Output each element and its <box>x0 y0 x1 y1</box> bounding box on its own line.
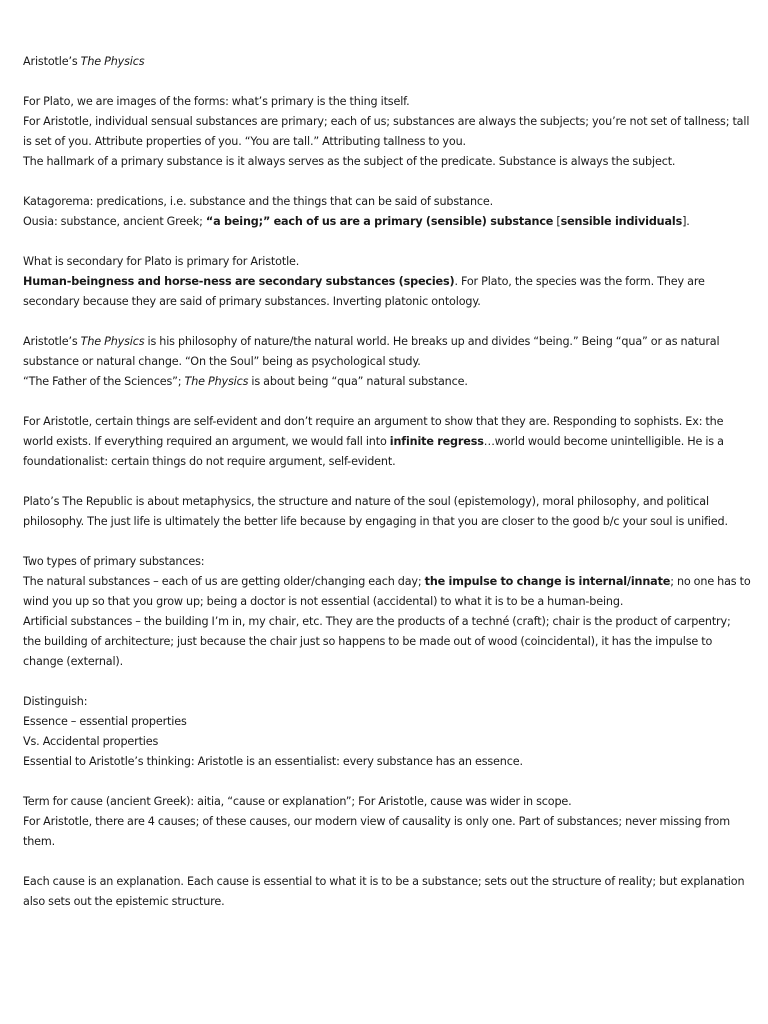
paragraph-line: Essential to Aristotle’s thinking: Aristotle is an essentialist: every substance has an essence. <box>23 755 523 768</box>
paragraph-line: Artificial substances – the building I’m in, my chair, etc. They are the products of a techné (craft); chair is the product of carpentry; the building of architecture; just because the chair just so happens to be made out of wood (coincidental), it has the impulse to change (external). <box>23 615 731 668</box>
paragraph-line <box>23 372 751 392</box>
paragraph-line: For Aristotle, individual sensual substances are primary; each of us; substances are always the subjects; you’re not set of tallness; tall is set of you. Attribute properties of you. “You are tall.” Attributing tallness to you. <box>23 115 750 148</box>
text-run: [ <box>553 215 561 228</box>
paragraph-line: Essence – essential properties <box>23 715 187 728</box>
document-body <box>23 52 751 912</box>
paragraph-line: The hallmark of a primary substance is it always serves as the subject of the predicate. Substance is always the subject. <box>23 155 676 168</box>
title-text: Aristotle’s <box>23 55 81 68</box>
text-run: is his philosophy of nature/the natural world. He breaks up and divides “being.” Being “qua” or as natural substance or natural change. “On the Soul” being as psychological study. <box>23 335 720 368</box>
text-run: “The Father of the Sciences”; <box>23 375 185 388</box>
paragraph-gap <box>23 232 751 252</box>
paragraph-line <box>23 332 751 372</box>
bold-text: “a being;” each of us are a primary (sensible) substance <box>205 215 554 228</box>
paragraph-line: For Aristotle, there are 4 causes; of these causes, our modern view of causality is only one. Part of substances; never missing from them. <box>23 815 730 848</box>
paragraph-line: Distinguish: <box>23 695 88 708</box>
paragraph-line: What is secondary for Plato is primary for Aristotle. <box>23 255 300 268</box>
paragraph-gap <box>23 532 751 552</box>
paragraph-gap <box>23 72 751 92</box>
paragraph-line <box>23 272 751 312</box>
text-run: Aristotle’s <box>23 335 81 348</box>
paragraph-gap <box>23 392 751 412</box>
text-run: ]. <box>682 215 690 228</box>
paragraph-line: Term for cause (ancient Greek): aitia, “cause or explanation”; For Aristotle, cause was wider in scope. <box>23 795 572 808</box>
bold-text: sensible individuals <box>560 215 683 228</box>
text-run: The natural substances – each of us are getting older/changing each day; <box>23 575 425 588</box>
bold-text: Human-beingness and horse-ness are secondary substances (species) <box>23 275 455 288</box>
paragraph-line <box>23 212 751 232</box>
paragraph-gap <box>23 672 751 692</box>
text-run: ; no one has to wind you up so that you grow up; being a doctor is not essential (accidental) to what it is to be a human-being. <box>23 575 751 608</box>
paragraph-gap <box>23 472 751 492</box>
paragraph-gap <box>23 772 751 792</box>
paragraph-gap <box>23 312 751 332</box>
text-run: For Aristotle, certain things are self-evident and don’t require an argument to show that they are. Responding to sophists. Ex: the world exists. If everything required an argument, we would fall into <box>23 415 724 448</box>
paragraph-line: Each cause is an explanation. Each cause is essential to what it is to be a substance; sets out the structure of reality; but explanation also sets out the epistemic structure. <box>23 875 745 908</box>
paragraph-line: Katagorema: predications, i.e. substance and the things that can be said of substance. <box>23 195 494 208</box>
paragraph-gap <box>23 172 751 192</box>
paragraph-line: Vs. Accidental properties <box>23 735 159 748</box>
paragraph-gap <box>23 852 751 872</box>
text-run: is about being “qua” natural substance. <box>248 375 468 388</box>
paragraph-line <box>23 572 751 612</box>
text-run: …world would become unintelligible. He is a foundationalist: certain things do not require argument, self-evident. <box>23 435 724 468</box>
paragraph-line: For Plato, we are images of the forms: what’s primary is the thing itself. <box>23 95 410 108</box>
paragraph-line: Plato’s The Republic is about metaphysics, the structure and nature of the soul (epistemology), moral philosophy, and political philosophy. The just life is ultimately the better life because by engaging in that you are closer to the good b/c your soul is unified. <box>23 495 728 528</box>
bold-text: the impulse to change is internal/innate <box>424 575 671 588</box>
bold-text: infinite regress <box>389 435 484 448</box>
text-run: . For Plato, the species was the form. They are secondary because they are said of primary substances. Inverting platonic ontology. <box>23 275 705 308</box>
paragraph-line: Two types of primary substances: <box>23 555 205 568</box>
italic-text: The Physics <box>80 335 145 348</box>
title-italic: The Physics <box>80 55 145 68</box>
document-title <box>23 52 751 72</box>
italic-text: The Physics <box>184 375 249 388</box>
paragraph-line <box>23 412 751 472</box>
text-run: Ousia: substance, ancient Greek; <box>23 215 206 228</box>
